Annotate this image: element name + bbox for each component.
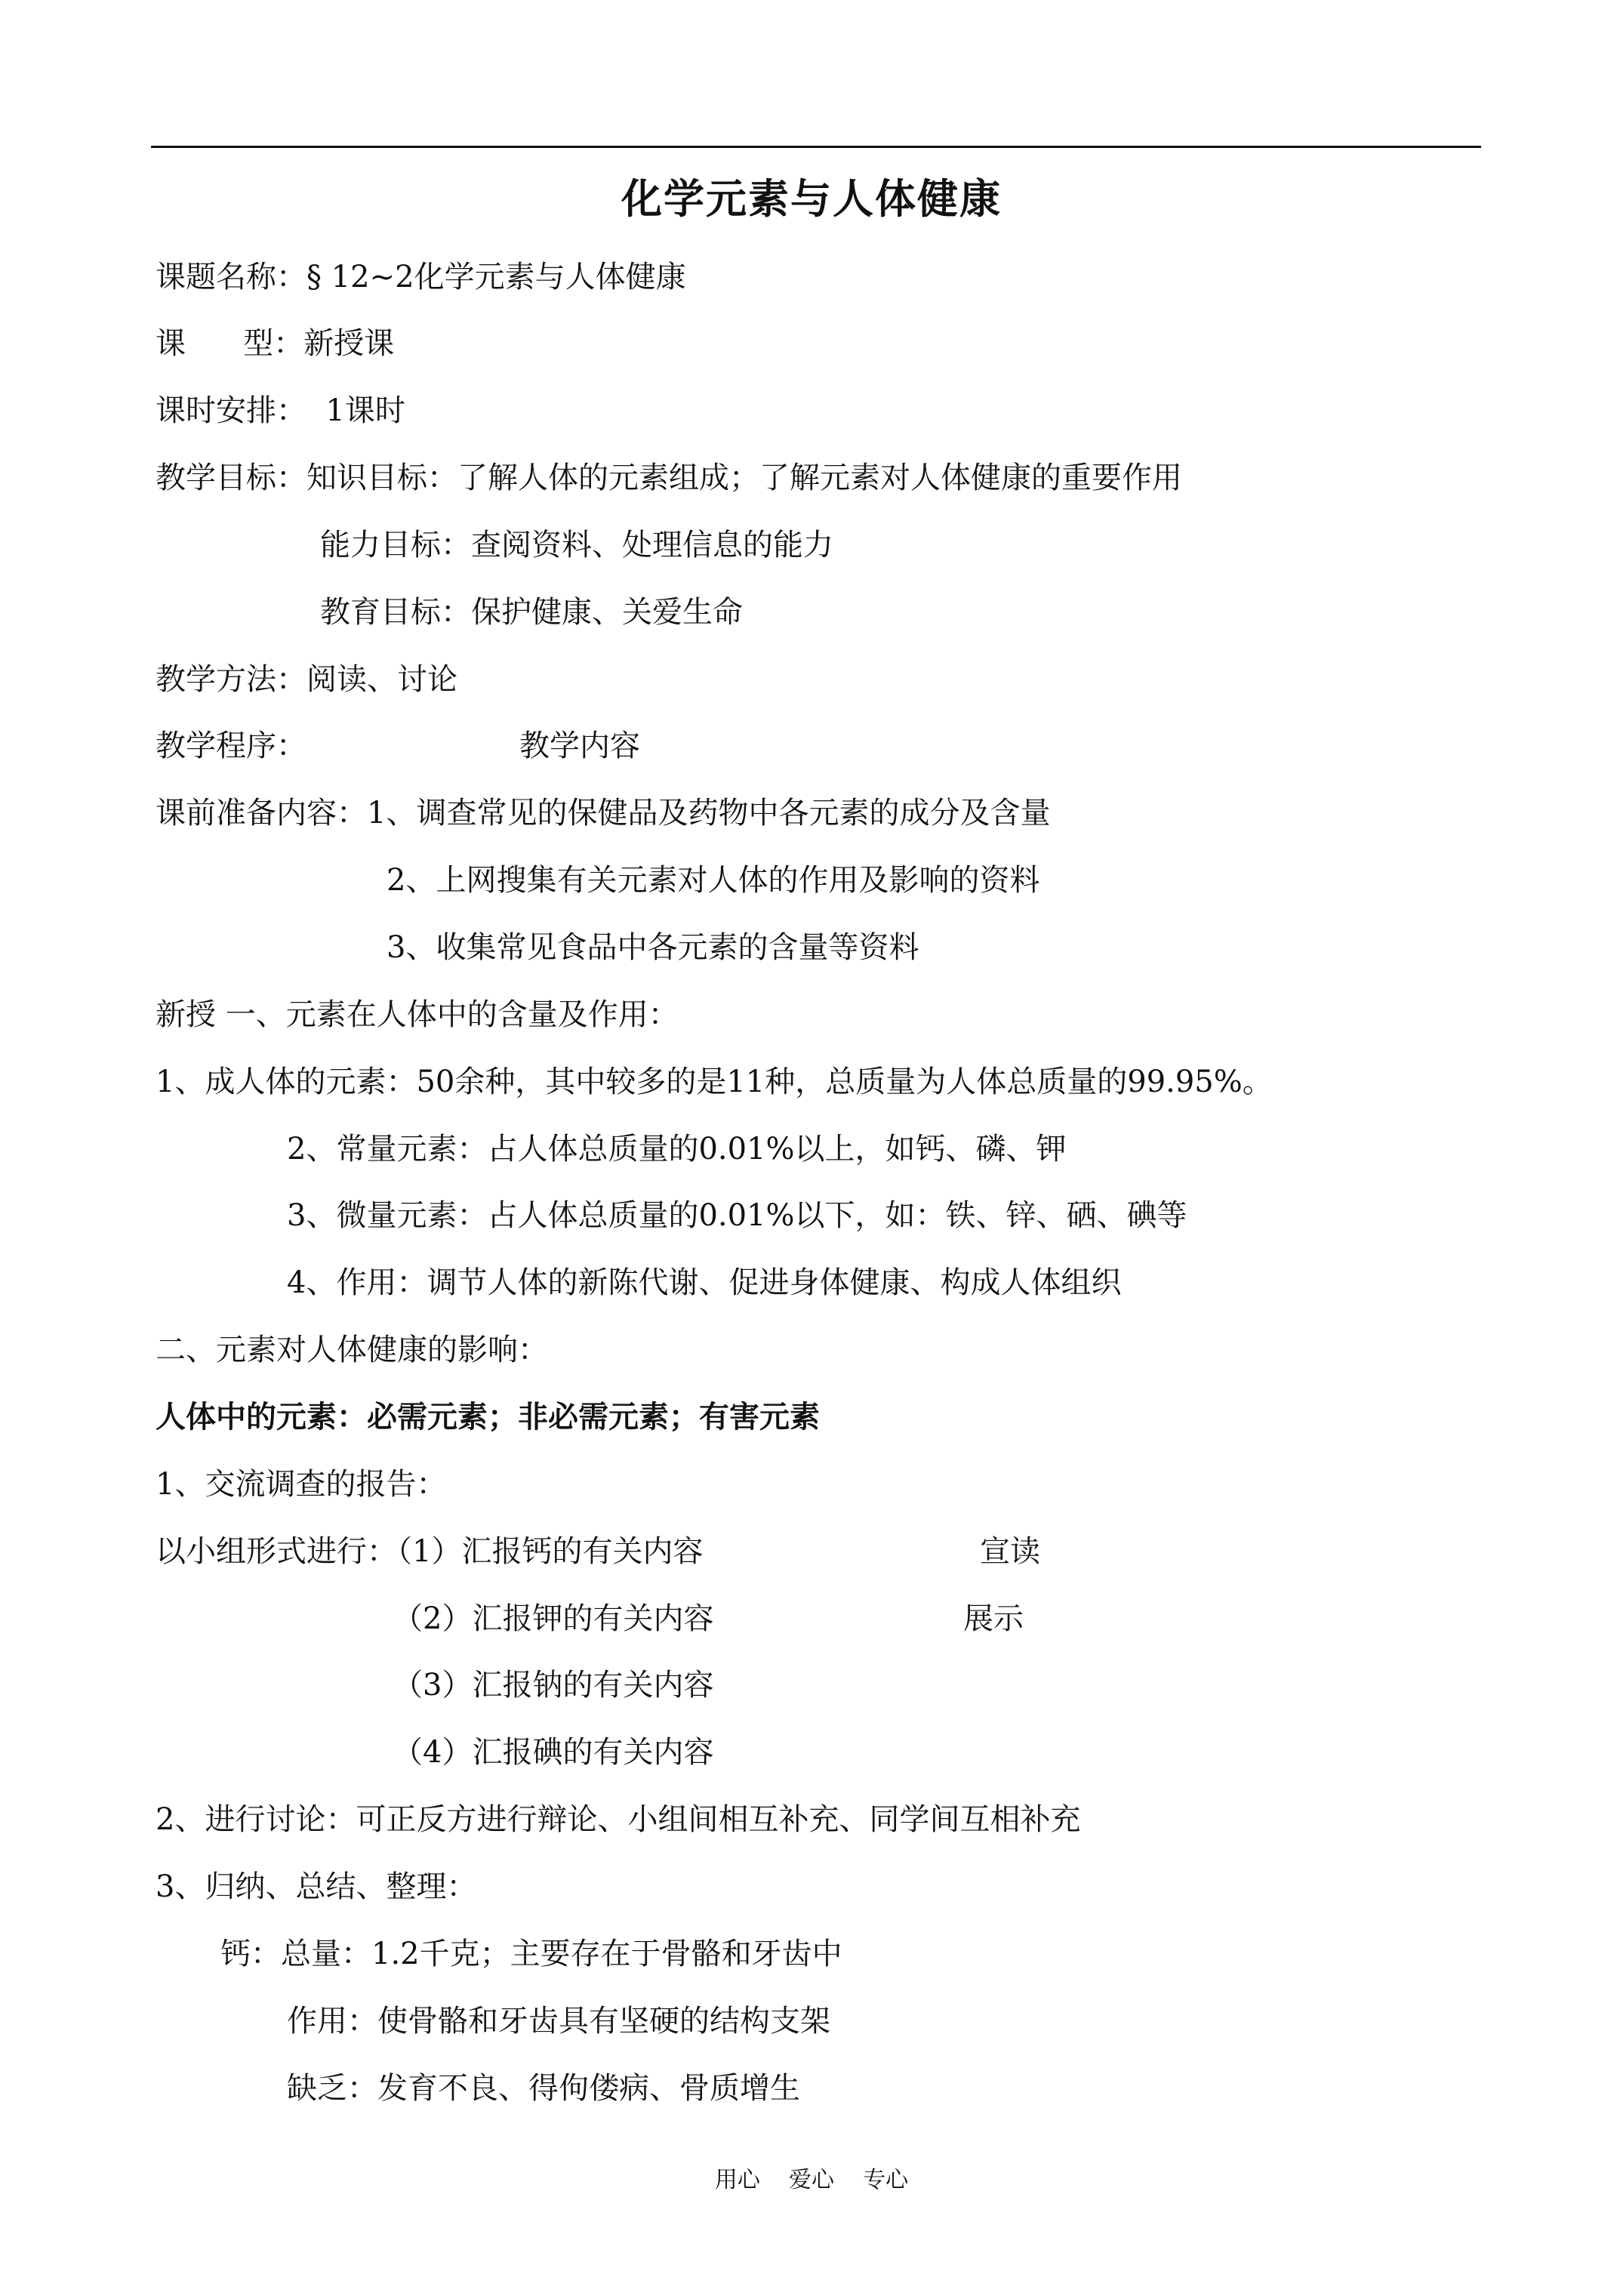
teaching-goal-education-line: 教育目标：保护健康、关爱生命 (320, 595, 743, 630)
teaching-goal-ability-line: 能力目标：查阅资料、处理信息的能力 (320, 528, 833, 562)
content-point-1: 1、成人体的元素：50余种，其中较多的是11种，总质量为人体总质量的99.95%。 (156, 1065, 1273, 1099)
lesson-time-line: 课时安排： 1课时 (156, 393, 405, 428)
prep-item-2: 2、上网搜集有关元素对人体的作用及影响的资料 (387, 863, 1040, 898)
header-rule (151, 146, 1481, 148)
lesson-type-line: 课 型：新授课 (156, 326, 395, 361)
group-report-item-3: （3）汇报钠的有关内容 (393, 1668, 714, 1703)
group-report-action-show: 展示 (963, 1601, 1024, 1636)
section-one-heading: 新授 一、元素在人体中的含量及作用： (156, 997, 679, 1032)
calcium-total-line: 钙：总量：1.2千克；主要存在于骨骼和牙齿中 (220, 1937, 842, 1971)
group-report-item-2: （2）汇报钾的有关内容 (393, 1601, 714, 1636)
teaching-procedure-label: 教学程序： (156, 729, 306, 763)
section-two-heading: 二、元素对人体健康的影响： (156, 1333, 548, 1367)
page-footer: 用心 爱心 专心 (714, 2167, 909, 2193)
content-point-4: 4、作用：调节人体的新陈代谢、促进身体健康、构成人体组织 (287, 1265, 1122, 1300)
document-title: 化学元素与人体健康 (621, 174, 1002, 223)
element-classification-line: 人体中的元素：必需元素；非必需元素；有害元素 (156, 1399, 820, 1435)
teaching-content-label: 教学内容 (519, 729, 640, 763)
discussion-line: 2、进行讨论：可正反方进行辩论、小组间相互补充、同学间互相补充 (156, 1802, 1081, 1837)
group-report-action-read: 宣读 (980, 1534, 1040, 1569)
prep-item-3: 3、收集常见食品中各元素的含量等资料 (387, 930, 919, 965)
calcium-function-line: 作用：使骨骼和牙齿具有坚硬的结构支架 (287, 2004, 830, 2039)
content-point-3: 3、微量元素：占人体总质量的0.01%以下，如：铁、锌、硒、碘等 (287, 1198, 1187, 1233)
report-exchange-heading: 1、交流调查的报告： (156, 1467, 447, 1502)
calcium-deficiency-line: 缺乏：发育不良、得佝偻病、骨质增生 (287, 2071, 800, 2106)
group-report-item-1: 以小组形式进行：（1）汇报钙的有关内容 (156, 1534, 704, 1569)
teaching-method-line: 教学方法：阅读、讨论 (156, 662, 457, 697)
prep-item-1: 课前准备内容：1、调查常见的保健品及药物中各元素的成分及含量 (156, 796, 1051, 831)
content-point-2: 2、常量元素：占人体总质量的0.01%以上，如钙、磷、钾 (287, 1132, 1067, 1166)
teaching-goal-knowledge-line: 教学目标：知识目标：了解人体的元素组成；了解元素对人体健康的重要作用 (156, 461, 1182, 495)
group-report-item-4: （4）汇报碘的有关内容 (393, 1735, 714, 1770)
summary-heading: 3、归纳、总结、整理： (156, 1869, 477, 1904)
topic-name-line: 课题名称：§ 12~2化学元素与人体健康 (156, 260, 686, 294)
